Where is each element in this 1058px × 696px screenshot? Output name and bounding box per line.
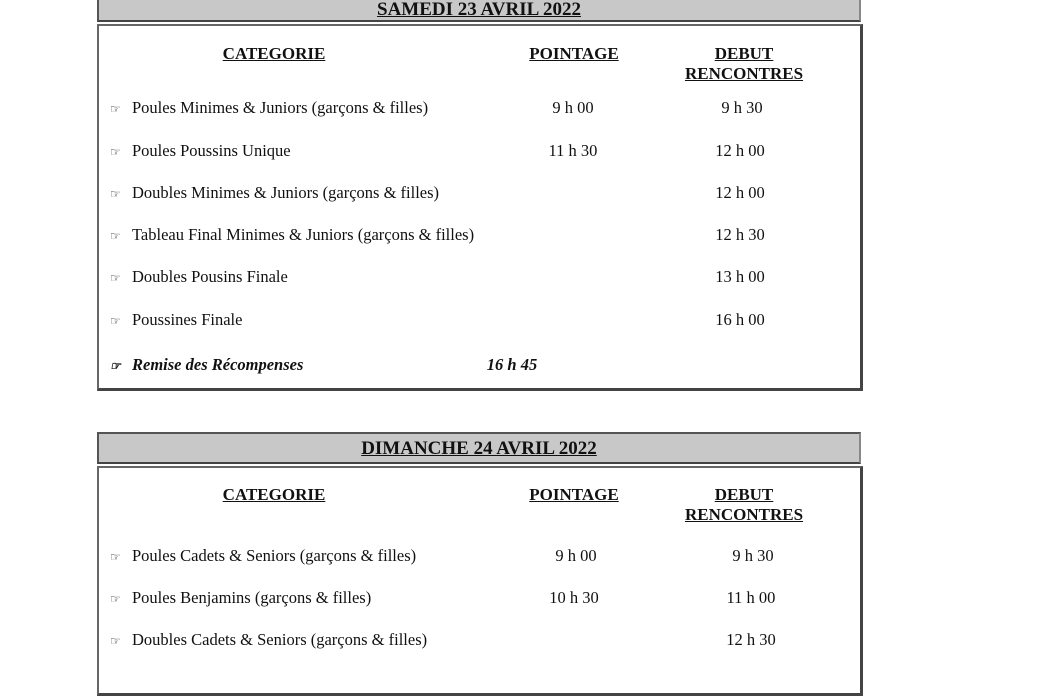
row-debut: 12 h 00 [715,183,765,202]
day-header-saturday [97,0,861,22]
row-debut: 11 h 00 [726,588,776,607]
row-debut: 16 h 00 [715,310,765,329]
schedule-row [99,183,860,205]
row-debut: 9 h 30 [732,546,774,565]
schedule-row [99,588,860,610]
row-debut: 12 h 00 [715,141,765,160]
schedule-row [99,630,860,652]
row-label: Tableau Final Minimes & Juniors (garçons & filles) [132,225,475,244]
pointing-hand-icon: ☞ [110,229,121,243]
row-pointage: 10 h 30 [549,588,599,607]
pointing-hand-icon: ☞ [110,102,121,116]
schedule-row-awards [99,355,860,377]
schedule-row [99,141,860,163]
schedule-row [99,267,860,289]
day-title: SAMEDI 23 AVRIL 2022 [377,0,581,20]
row-pointage: 9 h 00 [555,546,597,565]
schedule-row [99,310,860,332]
row-label: Doubles Pousins Finale [132,267,288,286]
col-header-pointage: POINTAGE [529,485,619,504]
schedule-row [99,225,860,247]
col-header-category: CATEGORIE [222,485,326,504]
row-debut: 12 h 30 [715,225,765,244]
row-label: Poussines Finale [132,310,243,329]
pointing-hand-icon: ☞ [110,359,121,373]
row-pointage: 16 h 45 [486,355,538,374]
col-header-debut [674,485,814,525]
row-pointage: 9 h 00 [552,98,594,117]
pointing-hand-icon: ☞ [110,145,121,159]
col-header-debut-line1: DEBUT [714,485,774,504]
row-label: Doubles Minimes & Juniors (garçons & filles) [132,183,440,202]
row-debut: 13 h 00 [715,267,765,286]
day-header-sunday [97,432,861,464]
pointing-hand-icon: ☞ [110,592,121,606]
row-label: Poules Poussins Unique [132,141,291,160]
col-header-debut-line2: RENCONTRES [684,505,804,524]
pointing-hand-icon: ☞ [110,271,121,285]
row-label: Poules Minimes & Juniors (garçons & filles) [132,98,429,117]
schedule-panel-saturday [97,24,863,391]
schedule-row [99,546,860,568]
col-header-pointage: POINTAGE [529,44,619,63]
row-label: Remise des Récompenses [132,355,304,374]
row-label: Poules Benjamins (garçons & filles) [132,588,372,607]
pointing-hand-icon: ☞ [110,187,121,201]
schedule-row [99,98,860,120]
day-title: DIMANCHE 24 AVRIL 2022 [361,438,597,459]
row-pointage: 11 h 30 [548,141,598,160]
row-label: Poules Cadets & Seniors (garçons & filles) [132,546,417,565]
pointing-hand-icon: ☞ [110,634,121,648]
col-header-debut-line1: DEBUT [714,44,774,63]
row-debut: 9 h 30 [721,98,763,117]
col-header-debut-line2: RENCONTRES [684,64,804,83]
row-debut: 12 h 30 [726,630,776,649]
pointing-hand-icon: ☞ [110,550,121,564]
pointing-hand-icon: ☞ [110,314,121,328]
col-header-category: CATEGORIE [222,44,326,63]
col-header-debut [674,44,814,84]
row-label: Doubles Cadets & Seniors (garçons & filles) [132,630,428,649]
schedule-panel-sunday [97,466,863,696]
